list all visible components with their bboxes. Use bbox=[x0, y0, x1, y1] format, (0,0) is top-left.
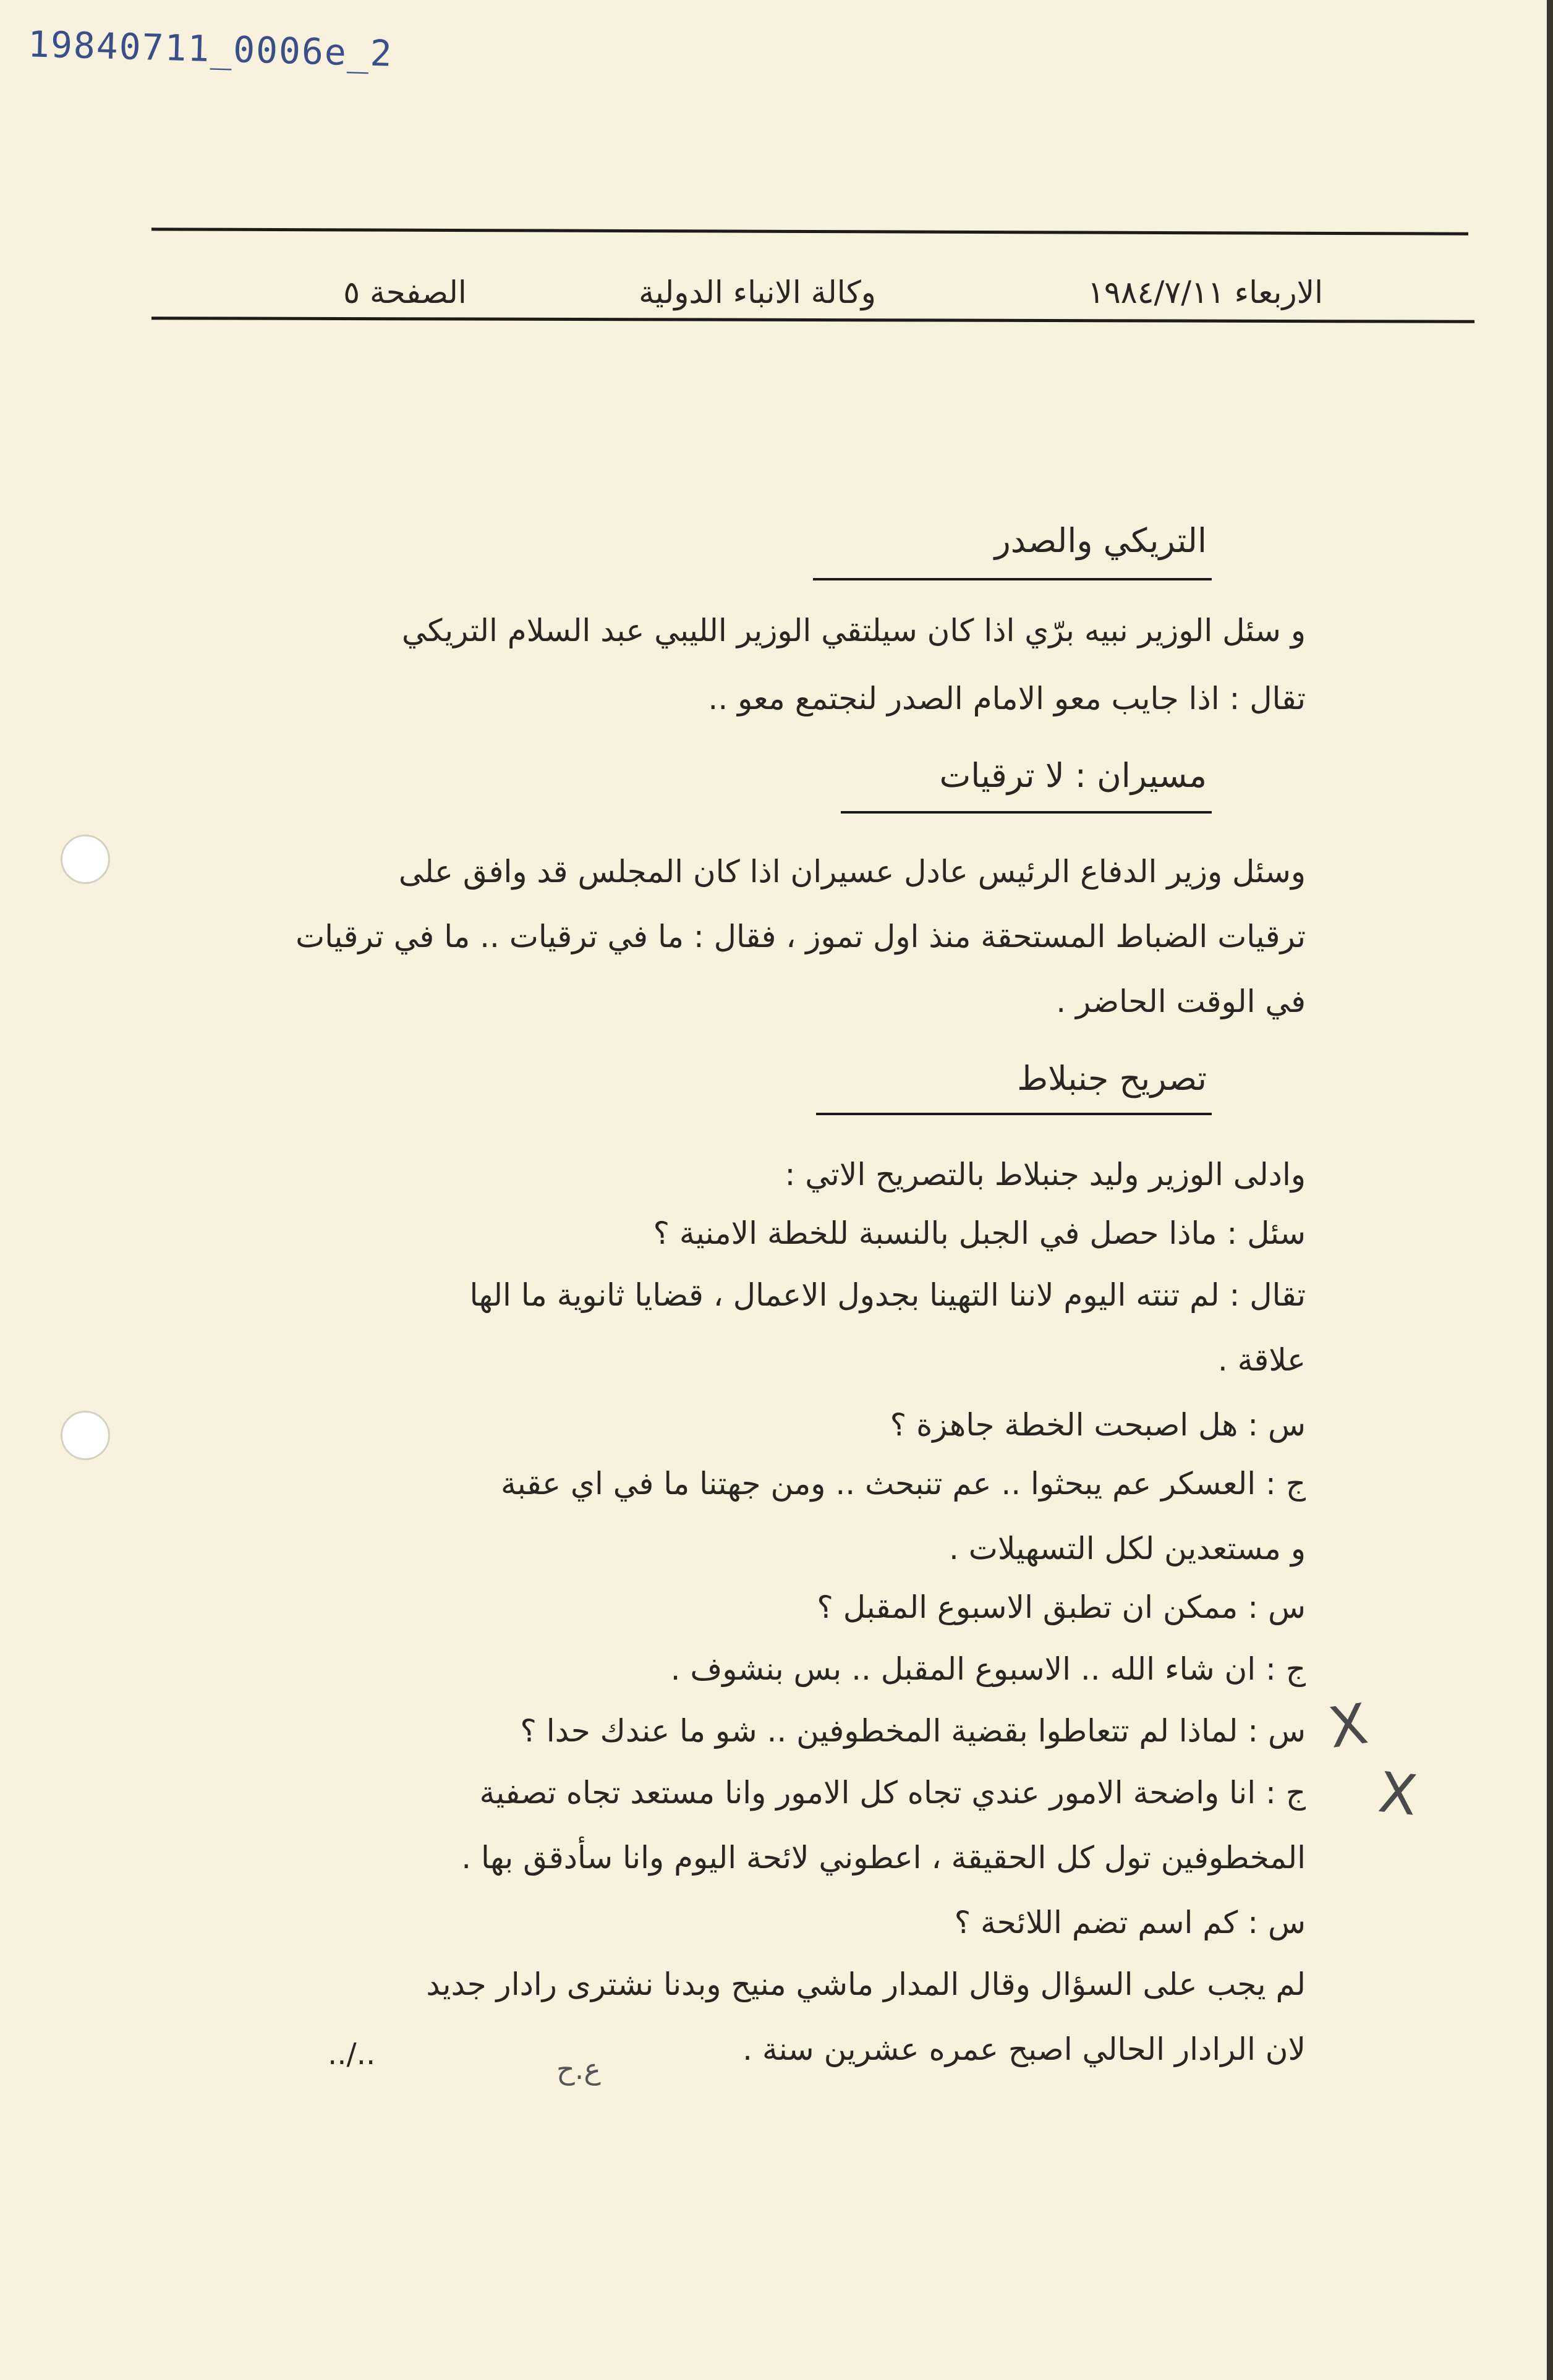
paragraph-line: في الوقت الحاضر . bbox=[1056, 984, 1306, 1019]
paragraph-line: ج : العسكر عم يبحثوا .. عم تنبحث .. ومن جهتنا ما في اي عقبة bbox=[500, 1466, 1306, 1502]
paragraph-line: س : هل اصبحت الخطة جاهزة ؟ bbox=[890, 1407, 1306, 1443]
paragraph-line: و مستعدين لكل التسهيلات . bbox=[948, 1531, 1306, 1566]
paragraph-line: تقال : لم تنته اليوم لاننا التهينا بجدول الاعمال ، قضايا ثانوية ما الها bbox=[469, 1277, 1306, 1313]
section-heading-underline bbox=[813, 578, 1212, 580]
section-heading-underline bbox=[816, 1113, 1212, 1115]
paragraph-line: ج : انا واضحة الامور عندي تجاه كل الامور وانا مستعد تجاه تصفية bbox=[479, 1775, 1306, 1811]
punch-hole-bottom bbox=[61, 1411, 110, 1460]
paragraph-line: وسئل وزير الدفاع الرئيس عادل عسيران اذا كان المجلس قد وافق على bbox=[398, 854, 1306, 890]
document-reference-number: 19840711_0006e_2 bbox=[27, 23, 394, 75]
paragraph-line: علاقة . bbox=[1217, 1342, 1306, 1378]
paragraph-line: وادلى الوزير وليد جنبلاط بالتصريح الاتي : bbox=[785, 1157, 1306, 1192]
margin-x-mark: X bbox=[1375, 1760, 1420, 1829]
paragraph-line: لم يجب على السؤال وقال المدار ماشي منيح وبدنا نشترى رادار جديد bbox=[426, 1966, 1306, 2002]
margin-x-mark: X bbox=[1324, 1691, 1372, 1761]
paragraph-line: س : كم اسم تضم اللائحة ؟ bbox=[954, 1905, 1306, 1940]
paragraph-line: سئل : ماذا حصل في الجبل بالنسبة للخطة الامنية ؟ bbox=[653, 1215, 1306, 1251]
paragraph-line: س : لماذا لم تتعاطوا بقضية المخطوفين .. شو ما عندك حدا ؟ bbox=[520, 1713, 1306, 1749]
header-agency: وكالة الانباء الدولية bbox=[639, 274, 876, 310]
paragraph-line: المخطوفين تول كل الحقيقة ، اعطوني لائحة اليوم وانا سأدقق بها . bbox=[461, 1840, 1306, 1876]
page-edge-shadow bbox=[1547, 0, 1553, 2380]
paragraph-line: ترقيات الضباط المستحقة منذ اول تموز ، فقال : ما في ترقيات .. ما في ترقيات bbox=[296, 919, 1306, 954]
paragraph-line: و سئل الوزير نبيه برّي اذا كان سيلتقي الوزير الليبي عبد السلام التريكي bbox=[401, 613, 1306, 648]
paragraph-line: س : ممكن ان تطبق الاسبوع المقبل ؟ bbox=[817, 1589, 1306, 1625]
section-heading-osseiran: مسيران : لا ترقيات bbox=[939, 756, 1207, 795]
paragraph-line: تقال : اذا جايب معو الامام الصدر لنجتمع معو .. bbox=[708, 681, 1306, 716]
section-heading-triki-sadr: التريكي والصدر bbox=[994, 521, 1207, 560]
continuation-marker: ../.. bbox=[328, 2037, 376, 2072]
punch-hole-top bbox=[61, 835, 110, 884]
paragraph-line: ج : ان شاء الله .. الاسبوع المقبل .. بس بنشوف . bbox=[670, 1651, 1306, 1687]
section-heading-underline bbox=[841, 811, 1212, 814]
paragraph-line: لان الرادار الحالي اصبح عمره عشرين سنة . bbox=[742, 2031, 1306, 2067]
header-date: الاربعاء ١٩٨٤/٧/١١ bbox=[1087, 274, 1323, 310]
section-heading-jumblatt: تصريح جنبلاط bbox=[1017, 1059, 1207, 1098]
typist-initials: ع.ح bbox=[556, 2052, 601, 2086]
header-page-number: الصفحة ٥ bbox=[343, 274, 467, 310]
